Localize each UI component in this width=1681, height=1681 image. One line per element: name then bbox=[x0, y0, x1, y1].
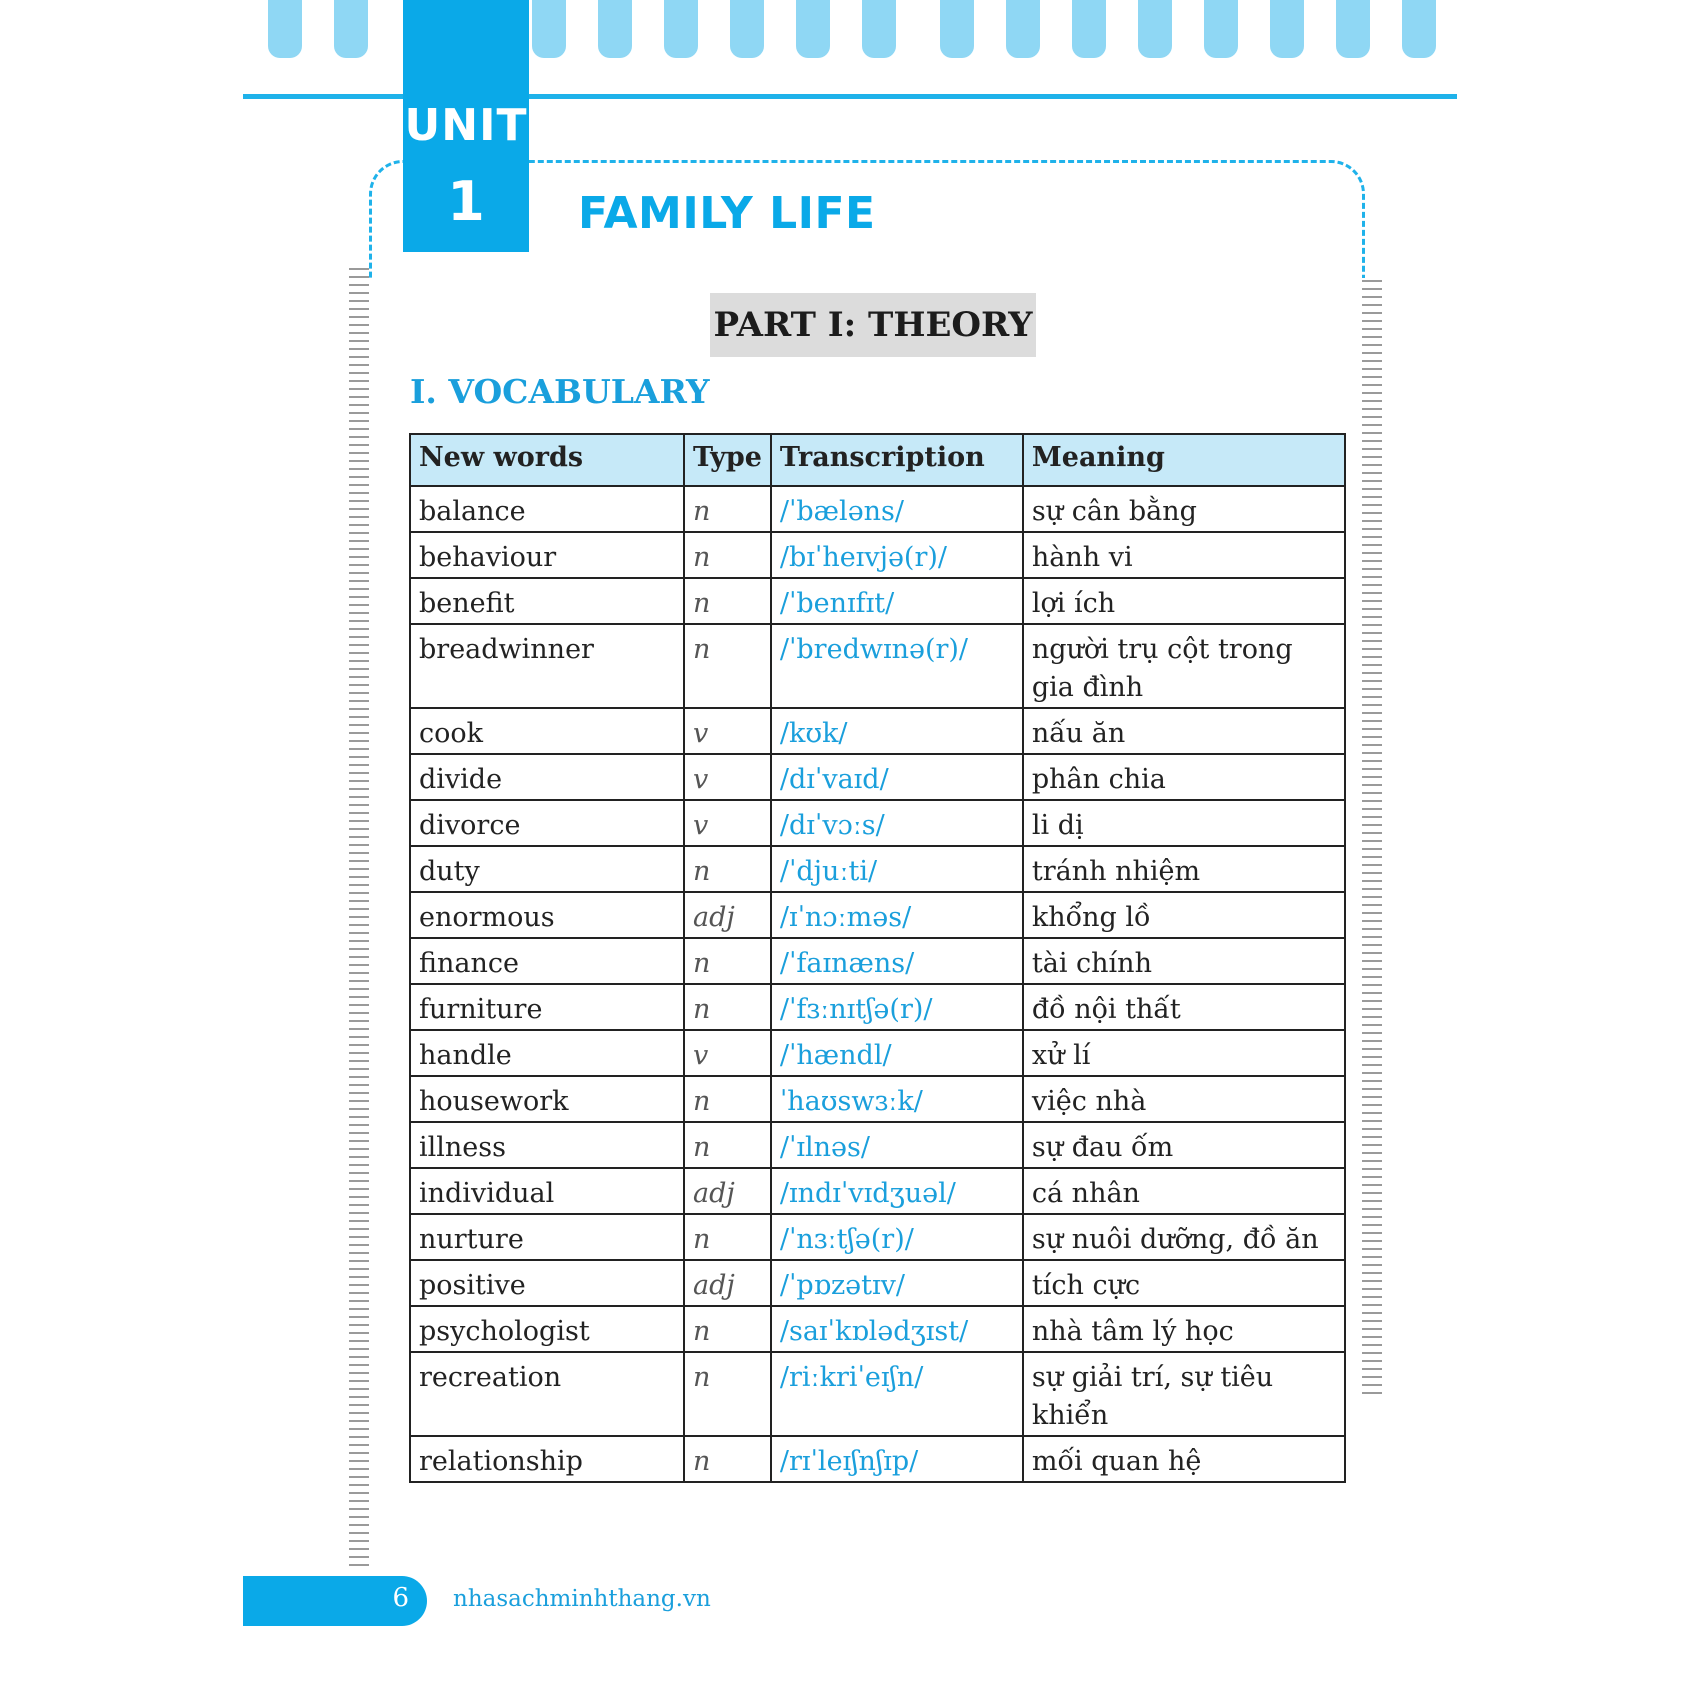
word-cell: duty bbox=[410, 846, 684, 892]
type-cell: n bbox=[684, 1352, 771, 1436]
meaning-cell: phân chia bbox=[1023, 754, 1345, 800]
part-heading: PART I: THEORY bbox=[713, 305, 1033, 345]
header-transcription: Transcription bbox=[771, 434, 1023, 486]
transcription-cell: /ˈbæləns/ bbox=[771, 486, 1023, 532]
meaning-cell: việc nhà bbox=[1023, 1076, 1345, 1122]
meaning-cell: sự đau ốm bbox=[1023, 1122, 1345, 1168]
meaning-cell: nhà tâm lý học bbox=[1023, 1306, 1345, 1352]
type-cell: v bbox=[684, 754, 771, 800]
unit-title: FAMILY LIFE bbox=[578, 188, 876, 239]
binder-tab bbox=[1138, 0, 1172, 58]
word-cell: divorce bbox=[410, 800, 684, 846]
unit-label: UNIT bbox=[404, 100, 528, 151]
transcription-cell: /saɪˈkɒlədʒɪst/ bbox=[771, 1306, 1023, 1352]
table-row bbox=[410, 1030, 1345, 1076]
transcription-cell: /ɪˈnɔːməs/ bbox=[771, 892, 1023, 938]
word-cell: breadwinner bbox=[410, 624, 684, 708]
transcription-cell: /ˈbenɪfɪt/ bbox=[771, 578, 1023, 624]
meaning-cell: khổng lồ bbox=[1023, 892, 1345, 938]
transcription-cell: /ˈhændl/ bbox=[771, 1030, 1023, 1076]
transcription-cell: /riːkriˈeɪʃn/ bbox=[771, 1352, 1023, 1436]
meaning-cell: cá nhân bbox=[1023, 1168, 1345, 1214]
table-row bbox=[410, 1122, 1345, 1168]
binder-tab bbox=[664, 0, 698, 58]
meaning-cell: đồ nội thất bbox=[1023, 984, 1345, 1030]
website-link[interactable]: nhasachminhthang.vn bbox=[453, 1586, 711, 1612]
type-cell: v bbox=[684, 708, 771, 754]
meaning-cell: sự giải trí, sự tiêu khiển bbox=[1023, 1352, 1345, 1436]
page-number: 6 bbox=[392, 1583, 409, 1613]
left-ruler bbox=[349, 268, 369, 1568]
meaning-cell: sự nuôi dưỡng, đồ ăn bbox=[1023, 1214, 1345, 1260]
binder-tab bbox=[334, 0, 368, 58]
transcription-cell: /ˈnɜːtʃə(r)/ bbox=[771, 1214, 1023, 1260]
transcription-cell: /ˈfɜːnɪtʃə(r)/ bbox=[771, 984, 1023, 1030]
type-cell: n bbox=[684, 532, 771, 578]
transcription-cell: /ɪndɪˈvɪdʒuəl/ bbox=[771, 1168, 1023, 1214]
type-cell: adj bbox=[684, 1260, 771, 1306]
table-row bbox=[410, 532, 1345, 578]
word-cell: individual bbox=[410, 1168, 684, 1214]
transcription-cell: /ˈbredwɪnə(r)/ bbox=[771, 624, 1023, 708]
binder-tab bbox=[1072, 0, 1106, 58]
type-cell: adj bbox=[684, 1168, 771, 1214]
table-row bbox=[410, 1076, 1345, 1122]
table-row bbox=[410, 846, 1345, 892]
binder-tab bbox=[532, 0, 566, 58]
meaning-cell: tài chính bbox=[1023, 938, 1345, 984]
section-heading: I. VOCABULARY bbox=[410, 372, 710, 411]
transcription-cell: /ˈfaɪnæns/ bbox=[771, 938, 1023, 984]
table-row bbox=[410, 1168, 1345, 1214]
type-cell: n bbox=[684, 624, 771, 708]
word-cell: relationship bbox=[410, 1436, 684, 1482]
word-cell: nurture bbox=[410, 1214, 684, 1260]
binder-tab bbox=[598, 0, 632, 58]
table-row bbox=[410, 938, 1345, 984]
type-cell: n bbox=[684, 1214, 771, 1260]
meaning-cell: người trụ cột trong gia đình bbox=[1023, 624, 1345, 708]
type-cell: n bbox=[684, 1076, 771, 1122]
binder-tab bbox=[862, 0, 896, 58]
type-cell: v bbox=[684, 1030, 771, 1076]
word-cell: psychologist bbox=[410, 1306, 684, 1352]
table-row bbox=[410, 754, 1345, 800]
word-cell: recreation bbox=[410, 1352, 684, 1436]
binder-tab bbox=[730, 0, 764, 58]
type-cell: v bbox=[684, 800, 771, 846]
table-row bbox=[410, 800, 1345, 846]
word-cell: benefit bbox=[410, 578, 684, 624]
table-row bbox=[410, 624, 1345, 708]
binder-tab bbox=[1270, 0, 1304, 58]
binder-tab bbox=[940, 0, 974, 58]
transcription-cell: /kʊk/ bbox=[771, 708, 1023, 754]
table-row bbox=[410, 1306, 1345, 1352]
table-row bbox=[410, 892, 1345, 938]
table-row bbox=[410, 1260, 1345, 1306]
type-cell: n bbox=[684, 938, 771, 984]
right-ruler bbox=[1362, 280, 1382, 1400]
table-row bbox=[410, 708, 1345, 754]
word-cell: balance bbox=[410, 486, 684, 532]
word-cell: housework bbox=[410, 1076, 684, 1122]
header-type: Type bbox=[684, 434, 771, 486]
binder-tab bbox=[1006, 0, 1040, 58]
binder-tab bbox=[1402, 0, 1436, 58]
binder-tab bbox=[796, 0, 830, 58]
type-cell: n bbox=[684, 486, 771, 532]
transcription-cell: /dɪˈvɔːs/ bbox=[771, 800, 1023, 846]
unit-badge bbox=[403, 0, 529, 252]
meaning-cell: li dị bbox=[1023, 800, 1345, 846]
word-cell: positive bbox=[410, 1260, 684, 1306]
part-heading-box bbox=[710, 293, 1036, 357]
word-cell: enormous bbox=[410, 892, 684, 938]
transcription-cell: /ˈɪlnəs/ bbox=[771, 1122, 1023, 1168]
transcription-cell: /rɪˈleɪʃnʃɪp/ bbox=[771, 1436, 1023, 1482]
word-cell: behaviour bbox=[410, 532, 684, 578]
header-new-words: New words bbox=[410, 434, 684, 486]
type-cell: n bbox=[684, 1306, 771, 1352]
meaning-cell: tránh nhiệm bbox=[1023, 846, 1345, 892]
unit-number: 1 bbox=[447, 170, 485, 233]
transcription-cell: /bɪˈheɪvjə(r)/ bbox=[771, 532, 1023, 578]
type-cell: n bbox=[684, 1122, 771, 1168]
meaning-cell: nấu ăn bbox=[1023, 708, 1345, 754]
table-row bbox=[410, 578, 1345, 624]
table-row bbox=[410, 1352, 1345, 1436]
word-cell: cook bbox=[410, 708, 684, 754]
binder-tab bbox=[1204, 0, 1238, 58]
type-cell: n bbox=[684, 578, 771, 624]
type-cell: adj bbox=[684, 892, 771, 938]
transcription-cell: /ˈdjuːti/ bbox=[771, 846, 1023, 892]
meaning-cell: tích cực bbox=[1023, 1260, 1345, 1306]
word-cell: furniture bbox=[410, 984, 684, 1030]
type-cell: n bbox=[684, 984, 771, 1030]
meaning-cell: hành vi bbox=[1023, 532, 1345, 578]
transcription-cell: ˈhaʊswɜːk/ bbox=[771, 1076, 1023, 1122]
header-meaning: Meaning bbox=[1023, 434, 1345, 486]
meaning-cell: xử lí bbox=[1023, 1030, 1345, 1076]
transcription-cell: /dɪˈvaɪd/ bbox=[771, 754, 1023, 800]
meaning-cell: mối quan hệ bbox=[1023, 1436, 1345, 1482]
binder-tab bbox=[1336, 0, 1370, 58]
vocabulary-table bbox=[409, 433, 1346, 1483]
word-cell: handle bbox=[410, 1030, 684, 1076]
table-row bbox=[410, 486, 1345, 532]
meaning-cell: lợi ích bbox=[1023, 578, 1345, 624]
word-cell: illness bbox=[410, 1122, 684, 1168]
transcription-cell: /ˈpɒzətɪv/ bbox=[771, 1260, 1023, 1306]
table-header-row bbox=[410, 434, 1345, 486]
type-cell: n bbox=[684, 846, 771, 892]
table-row bbox=[410, 1214, 1345, 1260]
word-cell: divide bbox=[410, 754, 684, 800]
table-row bbox=[410, 984, 1345, 1030]
type-cell: n bbox=[684, 1436, 771, 1482]
table-row bbox=[410, 1436, 1345, 1482]
binder-tab bbox=[268, 0, 302, 58]
word-cell: finance bbox=[410, 938, 684, 984]
meaning-cell: sự cân bằng bbox=[1023, 486, 1345, 532]
